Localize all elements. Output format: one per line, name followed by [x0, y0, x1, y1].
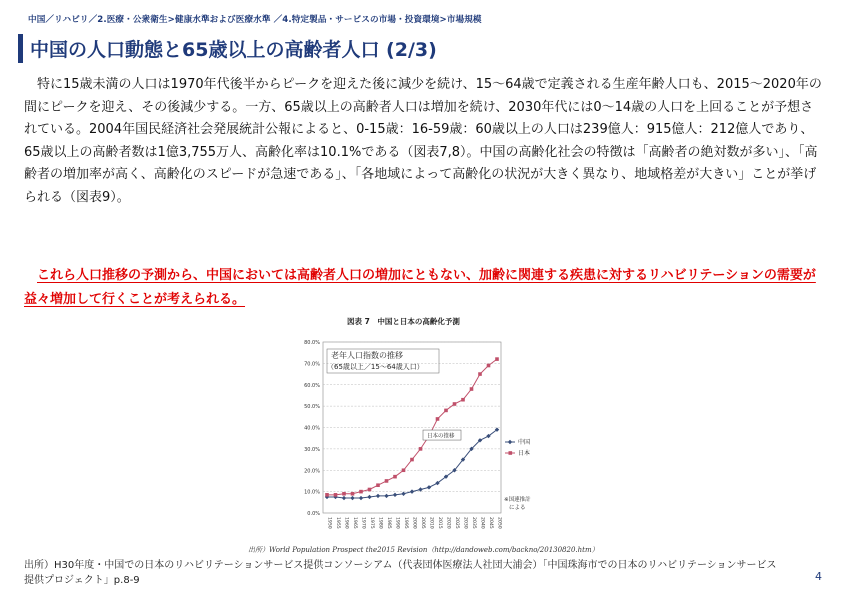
y-tick-label: 0.0%	[307, 511, 320, 517]
body-paragraph: 特に15歳未満の人口は1970年代後半からピークを迎えた後に減少を続け、15～64歳で定義される生産年齢人口も、2015～2020年の間にピークを迎え、その後減少する。一方、65歳以上の高齢者人口は増加を続け、2030年代には0～14歳の人口を上回ることが予想されている。2004年国民経済社会発展統計公報によると、0-15歳：16-59歳：60歳以上の人口は239億人：915億人：212億人であり、65歳以上の高齢者数は1億3,755万人、高齢化率は10.1%である（図表7,8）。中国の高齢化社会の特徴は「高齢者の絶対数が多い」、「高齢者の増加率が高く、高齢化のスピードが急速である」、「各地域によって高齢化の状況が大きく異なり、地域格差が大きい」ことが挙げられる（図表9）。	[24, 77, 822, 205]
data-point	[325, 493, 329, 497]
figure-title: 図表 7 中国と日本の高齢化予測	[347, 317, 460, 326]
figure-chart	[287, 316, 557, 553]
page-number: 4	[815, 570, 822, 583]
breadcrumb: 中国／リハビリ／2.医療・公衆衛生>健康水準および医療水準 ／4.特定製品・サービスの市場・投資環境>市場規模	[28, 15, 482, 25]
x-tick-label: 1980	[377, 517, 383, 529]
emphasis-paragraph: これら人口推移の予測から、中国においては高齢者人口の増加にともない、加齢に関連する疾患に対するリハビリテーションの需要が益々増加して行くことが考えられる。	[24, 268, 816, 307]
legend-label: 中国	[518, 439, 531, 446]
x-tick-label: 2015	[437, 517, 442, 529]
data-point	[393, 475, 397, 479]
data-point	[410, 458, 414, 462]
data-point	[487, 364, 491, 368]
x-tick-label: 1985	[386, 517, 391, 529]
x-tick-label: 2005	[420, 517, 425, 529]
data-point	[342, 492, 346, 496]
data-point	[385, 479, 389, 483]
page-title: 中国の人口動態と65歳以上の高齢者人口 (2/3)	[30, 39, 437, 61]
aging-ratio-chart	[287, 328, 557, 548]
data-point	[461, 398, 465, 402]
chart-note: による	[509, 505, 526, 511]
data-point	[334, 493, 338, 497]
x-tick-label: 1955	[335, 517, 340, 529]
legend-marker	[509, 451, 513, 455]
y-tick-label: 30.0%	[304, 446, 320, 453]
data-point	[453, 402, 457, 406]
x-tick-label: 1995	[403, 517, 408, 529]
data-point	[470, 387, 474, 391]
x-tick-label: 2000	[411, 517, 417, 529]
data-point	[359, 490, 363, 494]
y-tick-label: 10.0%	[304, 489, 320, 496]
legend-marker	[508, 440, 512, 444]
title-accent-bar	[18, 34, 23, 63]
chart-subtitle: （65歳以上／15～64歳人口）	[327, 363, 424, 371]
footer-source: 出所）H30年度・中国での日本のリハビリテーションサービス提供コンソーシアム（代表団体医療法人社団大浦会）「中国珠海市での日本のリハビリテーションサービス提供プロジェクト」p.8-9	[24, 560, 777, 586]
x-tick-label: 2040	[479, 517, 485, 529]
annotation-label: 日本の推移	[427, 433, 455, 440]
y-tick-label: 40.0%	[304, 425, 320, 432]
y-tick-label: 80.0%	[304, 340, 320, 346]
figure-source: 出所）World Population Prospect the2015 Revision（http://dandoweb.com/backno/20130820.htm）	[248, 546, 599, 554]
chart-title: 老年人口指数の推移	[331, 351, 403, 360]
x-tick-label: 2035	[471, 517, 476, 529]
data-point	[478, 372, 482, 376]
x-tick-label: 2025	[454, 517, 459, 529]
x-tick-label: 1950	[326, 517, 332, 529]
x-tick-label: 1970	[360, 517, 366, 529]
x-tick-label: 1990	[394, 517, 400, 529]
x-tick-label: 2030	[462, 517, 468, 529]
data-point	[419, 447, 423, 451]
legend-label: 日本	[518, 450, 531, 457]
x-tick-label: 1960	[343, 517, 349, 529]
x-tick-label: 2010	[428, 517, 434, 529]
x-tick-label: 2020	[445, 517, 451, 529]
data-point	[495, 357, 499, 361]
y-tick-label: 20.0%	[304, 468, 320, 475]
data-point	[402, 468, 406, 472]
data-point	[376, 483, 380, 487]
data-point	[444, 409, 448, 413]
data-point	[351, 492, 355, 496]
y-tick-label: 60.0%	[304, 382, 320, 389]
chart-note: ※国連推計	[504, 497, 531, 503]
x-tick-label: 2045	[488, 517, 493, 529]
x-tick-label: 1965	[352, 517, 357, 529]
data-point	[436, 417, 440, 421]
y-tick-label: 50.0%	[304, 404, 320, 411]
data-point	[368, 488, 372, 492]
y-tick-label: 70.0%	[304, 361, 320, 368]
x-tick-label: 1975	[369, 517, 374, 529]
x-tick-label: 2050	[496, 517, 502, 529]
